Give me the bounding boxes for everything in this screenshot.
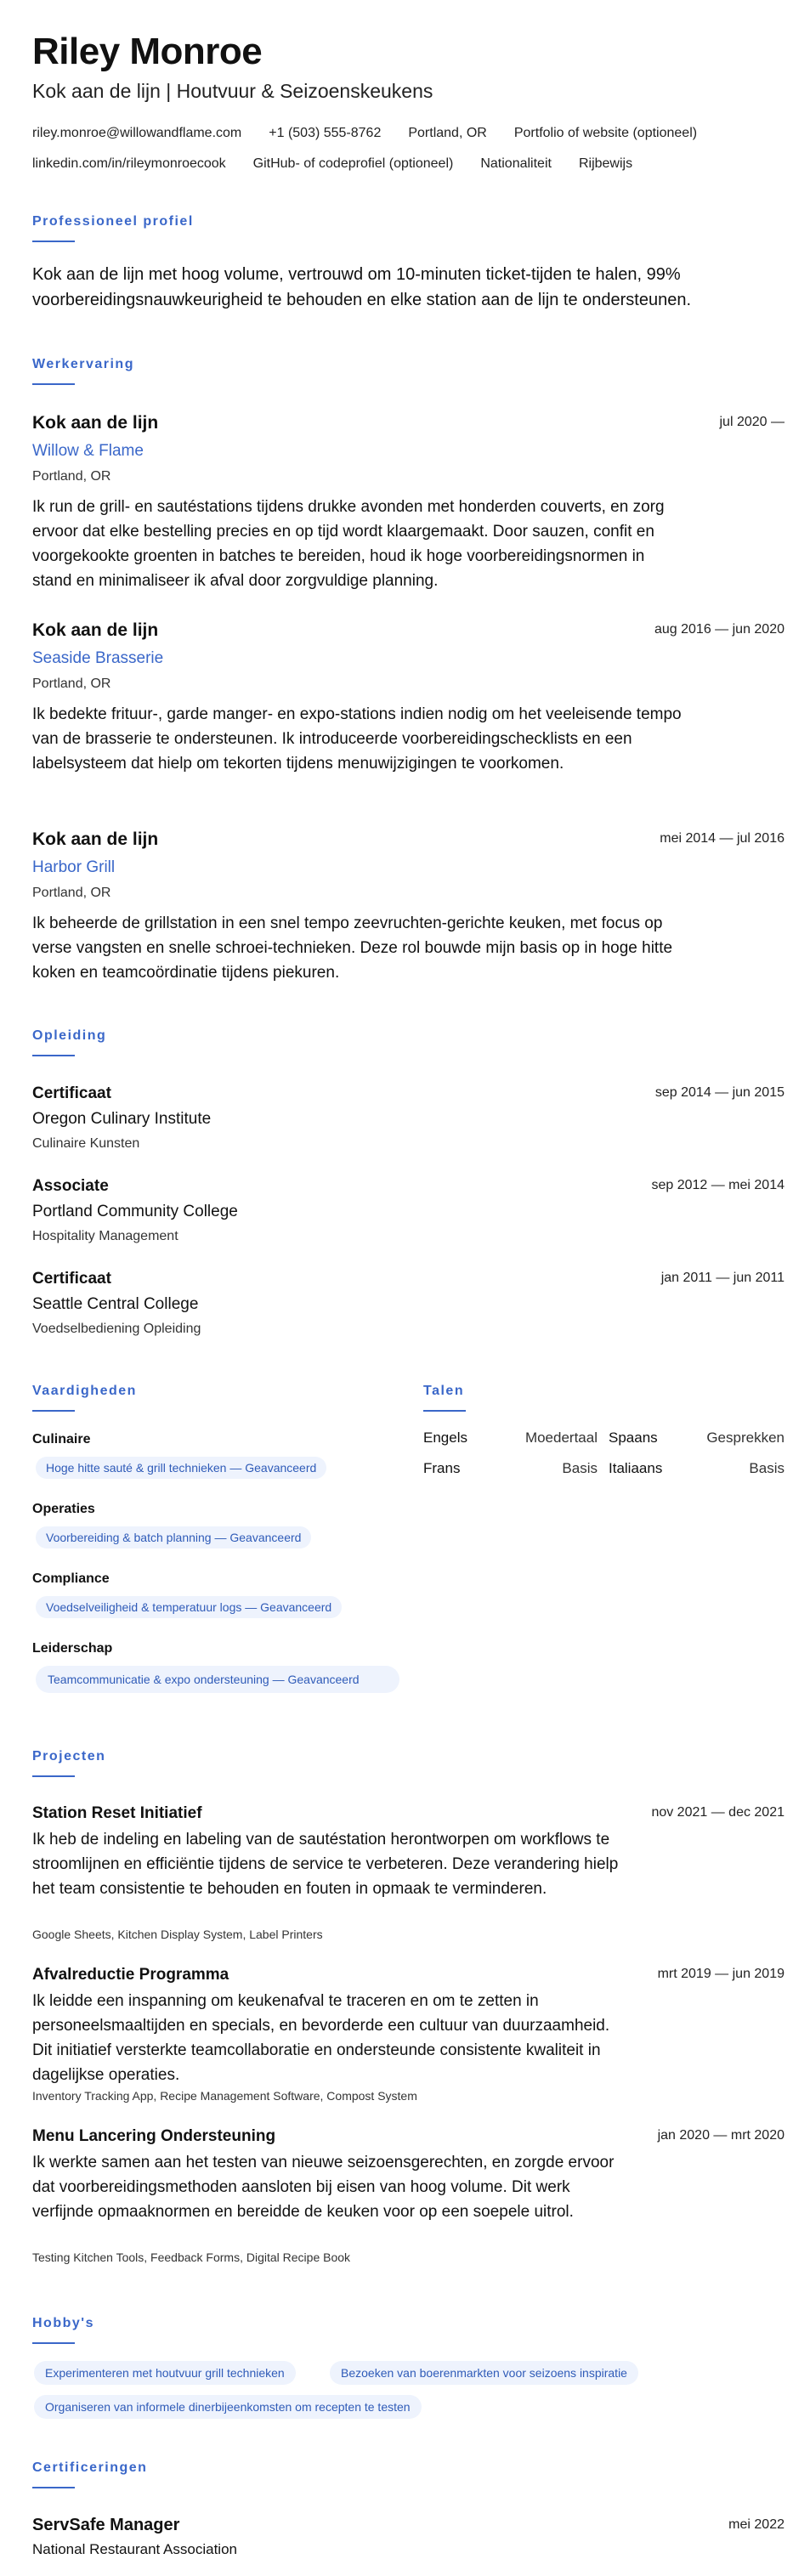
section-rule: [32, 241, 75, 242]
job-dates: mei 2014 — jul 2016: [660, 831, 785, 846]
contact-license: Rijbewijs: [578, 156, 633, 171]
hobby-pill: Bezoeken van boerenmarkten voor seizoens inspiratie: [330, 2361, 638, 2385]
education-degree: Certificaat: [32, 1270, 111, 1288]
section-title-profile: Professioneel profiel: [32, 214, 194, 229]
job-title: Kok aan de lijn: [32, 829, 159, 849]
candidate-name: Riley Monroe: [32, 31, 263, 72]
project-dates: jan 2020 — mrt 2020: [657, 2128, 785, 2143]
hobby-pill: Experimenteren met houtvuur grill technieken: [34, 2361, 296, 2385]
education-school: Seattle Central College: [32, 1295, 199, 1313]
project-description: Ik werkte samen aan het testen van nieuwe seizoensgerechten, en zorgde ervoor dat voorbereidingsmethoden aansloten bij eisen van hoog volume. Dit werk verfijnde opmaaknormen en bereidde de keuken voor op een soepele uitrol.: [32, 2154, 615, 2221]
job-dates: jul 2020 —: [719, 415, 785, 429]
contact-linkedin[interactable]: linkedin.com/in/rileymonroecook: [32, 156, 226, 171]
job-title: Kok aan de lijn: [32, 413, 159, 433]
project-dates: mrt 2019 — jun 2019: [657, 1967, 785, 1981]
job-description: Ik beheerde de grillstation in een snel tempo zeevruchten-gerichte keuken, met focus op verse vangsten en snelle schroei-technieken. Deze rol bouwde mijn basis op in hoge hitte koken en teamcoördinatie tijdens piekuren.: [32, 914, 673, 982]
section-rule: [32, 1410, 75, 1412]
contact-row-primary: [32, 126, 697, 141]
job-location: Portland, OR: [32, 469, 111, 484]
education-degree: Associate: [32, 1177, 109, 1195]
skill-category: Operaties: [32, 1502, 95, 1516]
project-dates: nov 2021 — dec 2021: [651, 1805, 785, 1820]
skill-pill: Voorbereiding & batch planning — Geavanceerd: [36, 1526, 311, 1548]
education-field: Culinaire Kunsten: [32, 1136, 140, 1151]
language-name: Spaans: [609, 1430, 658, 1446]
job-description: Ik bedekte frituur-, garde manger- en expo-stations indien nodig om het veeleisende tempo van de brasserie te ondersteunen. Ik introduceerde voorbereidingschecklists en een labelsysteem dat hielp om tekorten tijdens menuwijzigingen te voorkomen.: [32, 705, 682, 773]
section-rule: [32, 2487, 75, 2488]
project-title: Afvalreductie Programma: [32, 1966, 229, 1984]
project-description: Ik heb de indeling en labeling van de sautéstation herontworpen om workflows te stroomlijnen en efficiëntie tijdens de service te verbeteren. Deze verandering hielp het team consistentie te behouden en fouten in opmaak te verminderen.: [32, 1831, 619, 1898]
section-title-experience: Werkervaring: [32, 357, 134, 371]
education-dates: sep 2012 — mei 2014: [651, 1178, 785, 1192]
skill-pill: Voedselveiligheid & temperatuur logs — Geavanceerd: [36, 1596, 342, 1618]
certification-issuer: National Restaurant Association: [32, 2541, 237, 2557]
contact-location: Portland, OR: [408, 126, 487, 140]
education-field: Voedselbediening Opleiding: [32, 1322, 201, 1336]
section-title-projects: Projecten: [32, 1749, 106, 1764]
section-rule: [32, 1775, 75, 1777]
certification-name: ServSafe Manager: [32, 2516, 180, 2534]
job-description: Ik run de grill- en sautéstations tijdens drukke avonden met honderden couverts, en zorg ervoor dat elke bestelling precies en op tijd wordt klaargemaakt. Door sauzen, confit en voorgekookte groenten in batches te bereiden, houd ik hoge voorbereidingsnormen in stand en minimaliseer ik afval door zorgvuldige planning.: [32, 498, 665, 590]
section-title-skills: Vaardigheden: [32, 1384, 137, 1398]
section-title-certifications: Certificeringen: [32, 2460, 148, 2475]
education-school: Oregon Culinary Institute: [32, 1110, 212, 1128]
section-rule: [32, 383, 75, 385]
skill-category: Culinaire: [32, 1432, 91, 1447]
skill-pill: Hoge hitte sauté & grill technieken — Geavanceerd: [36, 1457, 326, 1479]
project-title: Menu Lancering Ondersteuning: [32, 2127, 276, 2145]
language-name: Italiaans: [609, 1460, 663, 1476]
skill-category: Compliance: [32, 1571, 110, 1586]
section-title-languages: Talen: [423, 1384, 465, 1398]
skill-pill: Teamcommunicatie & expo ondersteuning — Geavanceerd: [36, 1666, 399, 1693]
job-company: Seaside Brasserie: [32, 649, 164, 667]
profile-summary: Kok aan de lijn met hoog volume, vertrouwd om 10-minuten ticket-tijden te halen, 99% voorbereidingsnauwkeurigheid te behouden en elke station aan de lijn te ondersteunen.: [32, 265, 692, 309]
candidate-headline: Kok aan de lijn | Houtvuur & Seizoenskeukens: [32, 80, 433, 102]
contact-portfolio[interactable]: Portfolio of website (optioneel): [513, 126, 698, 140]
language-name: Frans: [423, 1460, 461, 1476]
contact-nationality: Nationaliteit: [480, 156, 552, 171]
education-school: Portland Community College: [32, 1203, 238, 1220]
section-rule: [423, 1410, 466, 1412]
section-rule: [32, 2342, 75, 2344]
certification-date: mei 2022: [728, 2517, 785, 2532]
job-company: Harbor Grill: [32, 858, 116, 876]
job-location: Portland, OR: [32, 886, 111, 900]
skill-category: Leiderschap: [32, 1641, 113, 1656]
job-location: Portland, OR: [32, 677, 111, 691]
language-level: Gesprekken: [706, 1430, 785, 1446]
project-description: Ik leidde een inspanning om keukenafval te traceren en om te zetten in personeelsmaaltijden en specials, en bevorderde een cultuur van duurzaamheid. Dit initiatief versterkte teamcollaboratie en ondersteunde consistente kwaliteit in dagelijkse operaties.: [32, 1992, 610, 2084]
language-name: Engels: [423, 1430, 467, 1446]
hobby-pill: Organiseren van informele dinerbijeenkomsten om recepten te testen: [34, 2395, 422, 2419]
education-field: Hospitality Management: [32, 1229, 178, 1243]
project-title: Station Reset Initiatief: [32, 1804, 202, 1822]
contact-email[interactable]: riley.monroe@willowandflame.com: [32, 126, 242, 140]
project-tools: Inventory Tracking App, Recipe Management Software, Compost System: [32, 2089, 417, 2103]
section-rule: [32, 1055, 75, 1056]
section-title-hobbies: Hobby's: [32, 2316, 94, 2330]
job-company: Willow & Flame: [32, 442, 144, 460]
contact-row-secondary: [32, 156, 632, 172]
project-tools: Google Sheets, Kitchen Display System, Label Printers: [32, 1928, 323, 1941]
language-level: Moedertaal: [524, 1430, 598, 1446]
section-title-education: Opleiding: [32, 1028, 107, 1043]
education-degree: Certificaat: [32, 1084, 111, 1102]
language-level: Basis: [562, 1460, 598, 1476]
education-dates: sep 2014 — jun 2015: [654, 1085, 785, 1100]
language-level: Basis: [749, 1460, 785, 1476]
job-dates: aug 2016 — jun 2020: [654, 622, 785, 637]
contact-github[interactable]: GitHub- of codeprofiel (optioneel): [252, 156, 454, 171]
contact-phone[interactable]: +1 (503) 555-8762: [269, 126, 382, 140]
job-title: Kok aan de lijn: [32, 620, 159, 640]
project-tools: Testing Kitchen Tools, Feedback Forms, Digital Recipe Book: [32, 2250, 351, 2264]
education-dates: jan 2011 — jun 2011: [660, 1271, 785, 1285]
